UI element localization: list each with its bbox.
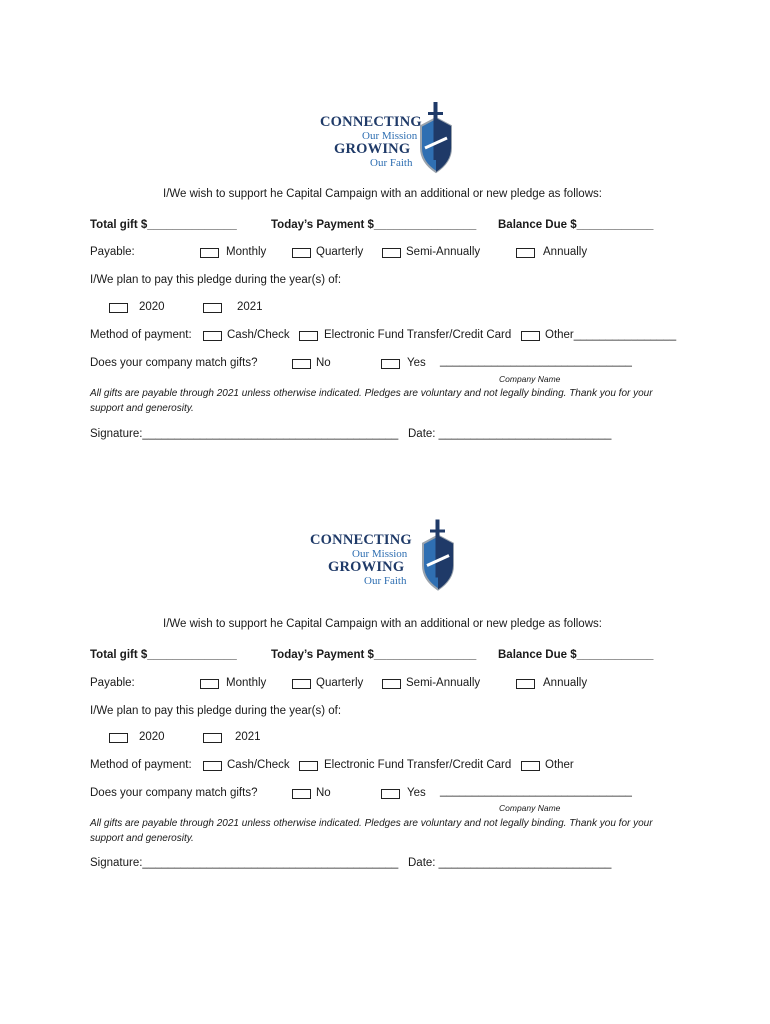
shield-cross-icon <box>418 100 454 175</box>
quarterly-label: Quarterly <box>316 246 364 258</box>
year-2021-label: 2021 <box>237 301 263 313</box>
other-label[interactable]: Other________________ <box>545 329 677 341</box>
logo-our-faith: Our Faith <box>370 157 413 169</box>
year-2021-checkbox[interactable] <box>203 733 222 743</box>
other-checkbox[interactable] <box>521 331 540 341</box>
company-name-field[interactable]: ______________________________ <box>440 785 632 797</box>
match-yes-checkbox[interactable] <box>381 359 400 369</box>
disclaimer-note: All gifts are payable through 2021 unless otherwise indicated. Pledges are voluntary and not legally binding. Thank you for your support and generosity. <box>90 818 653 844</box>
logo-our-mission: Our Mission <box>362 130 418 142</box>
monthly-checkbox[interactable] <box>200 248 219 258</box>
campaign-logo <box>308 515 448 590</box>
annually-label: Annually <box>543 246 588 258</box>
monthly-label: Monthly <box>226 677 267 689</box>
semi-annually-label: Semi-Annually <box>406 677 481 689</box>
annually-checkbox[interactable] <box>516 248 535 258</box>
semi-annually-checkbox[interactable] <box>382 248 401 258</box>
pledge-form-1 <box>0 100 770 520</box>
quarterly-checkbox[interactable] <box>292 679 311 689</box>
company-name-field[interactable]: ______________________________ <box>440 355 632 367</box>
logo-growing: GROWING <box>334 141 411 157</box>
cash-check-label: Cash/Check <box>227 329 290 341</box>
logo-our-faith: Our Faith <box>364 575 407 587</box>
year-2020-label: 2020 <box>139 301 165 313</box>
match-yes-checkbox[interactable] <box>381 789 400 799</box>
signature-field[interactable]: Signature:________________________________________ <box>90 857 399 869</box>
annually-checkbox[interactable] <box>516 679 535 689</box>
match-label: Does your company match gifts? <box>90 357 258 369</box>
year-2020-checkbox[interactable] <box>109 733 128 743</box>
other-checkbox[interactable] <box>521 761 540 771</box>
date-field[interactable]: Date: ___________________________ <box>408 428 612 440</box>
todays-payment-field[interactable]: Today’s Payment $________________ <box>271 219 477 231</box>
years-label: I/We plan to pay this pledge during the year(s) of: <box>90 705 342 717</box>
company-name-caption: Company Name <box>499 803 561 813</box>
match-no-label: No <box>316 357 331 369</box>
method-label: Method of payment: <box>90 329 192 341</box>
year-2020-label: 2020 <box>139 731 165 743</box>
match-yes-label: Yes <box>407 357 426 369</box>
year-2021-checkbox[interactable] <box>203 303 222 313</box>
signature-field[interactable]: Signature:________________________________________ <box>90 428 399 440</box>
payable-label: Payable: <box>90 677 135 689</box>
semi-annually-label: Semi-Annually <box>406 246 481 258</box>
match-label: Does your company match gifts? <box>90 787 258 799</box>
eft-credit-card-checkbox[interactable] <box>299 331 318 341</box>
date-field[interactable]: Date: ___________________________ <box>408 857 612 869</box>
cash-check-checkbox[interactable] <box>203 761 222 771</box>
logo-our-mission: Our Mission <box>352 548 408 560</box>
cash-check-label: Cash/Check <box>227 759 290 771</box>
match-no-checkbox[interactable] <box>292 359 311 369</box>
eft-credit-card-label: Electronic Fund Transfer/Credit Card <box>324 329 512 341</box>
semi-annually-checkbox[interactable] <box>382 679 401 689</box>
annually-label: Annually <box>543 677 588 689</box>
quarterly-checkbox[interactable] <box>292 248 311 258</box>
payable-label: Payable: <box>90 246 135 258</box>
match-no-checkbox[interactable] <box>292 789 311 799</box>
intro-text: I/We wish to support he Capital Campaign with an additional or new pledge as follows: <box>163 618 602 630</box>
intro-text: I/We wish to support he Capital Campaign with an additional or new pledge as follows: <box>163 188 602 200</box>
total-gift-field[interactable]: Total gift $______________ <box>90 649 237 661</box>
todays-payment-field[interactable]: Today’s Payment $________________ <box>271 649 477 661</box>
match-no-label: No <box>316 787 331 799</box>
campaign-logo <box>318 100 458 175</box>
company-name-caption: Company Name <box>499 374 561 384</box>
logo-connecting: CONNECTING <box>310 532 412 548</box>
year-2021-label: 2021 <box>235 731 261 743</box>
pledge-form-2 <box>0 515 770 935</box>
logo-connecting: CONNECTING <box>320 114 422 130</box>
quarterly-label: Quarterly <box>316 677 364 689</box>
eft-credit-card-checkbox[interactable] <box>299 761 318 771</box>
monthly-label: Monthly <box>226 246 267 258</box>
balance-due-field[interactable]: Balance Due $____________ <box>498 219 654 231</box>
shield-cross-icon <box>420 515 456 595</box>
match-yes-label: Yes <box>407 787 426 799</box>
eft-credit-card-label: Electronic Fund Transfer/Credit Card <box>324 759 512 771</box>
method-label: Method of payment: <box>90 759 192 771</box>
other-label: Other <box>545 759 574 771</box>
disclaimer-note: All gifts are payable through 2021 unless otherwise indicated. Pledges are voluntary and not legally binding. Thank you for your support and generosity. <box>90 388 653 414</box>
year-2020-checkbox[interactable] <box>109 303 128 313</box>
cash-check-checkbox[interactable] <box>203 331 222 341</box>
logo-growing: GROWING <box>328 559 405 575</box>
years-label: I/We plan to pay this pledge during the year(s) of: <box>90 274 342 286</box>
balance-due-field[interactable]: Balance Due $____________ <box>498 649 654 661</box>
monthly-checkbox[interactable] <box>200 679 219 689</box>
total-gift-field[interactable]: Total gift $______________ <box>90 219 237 231</box>
